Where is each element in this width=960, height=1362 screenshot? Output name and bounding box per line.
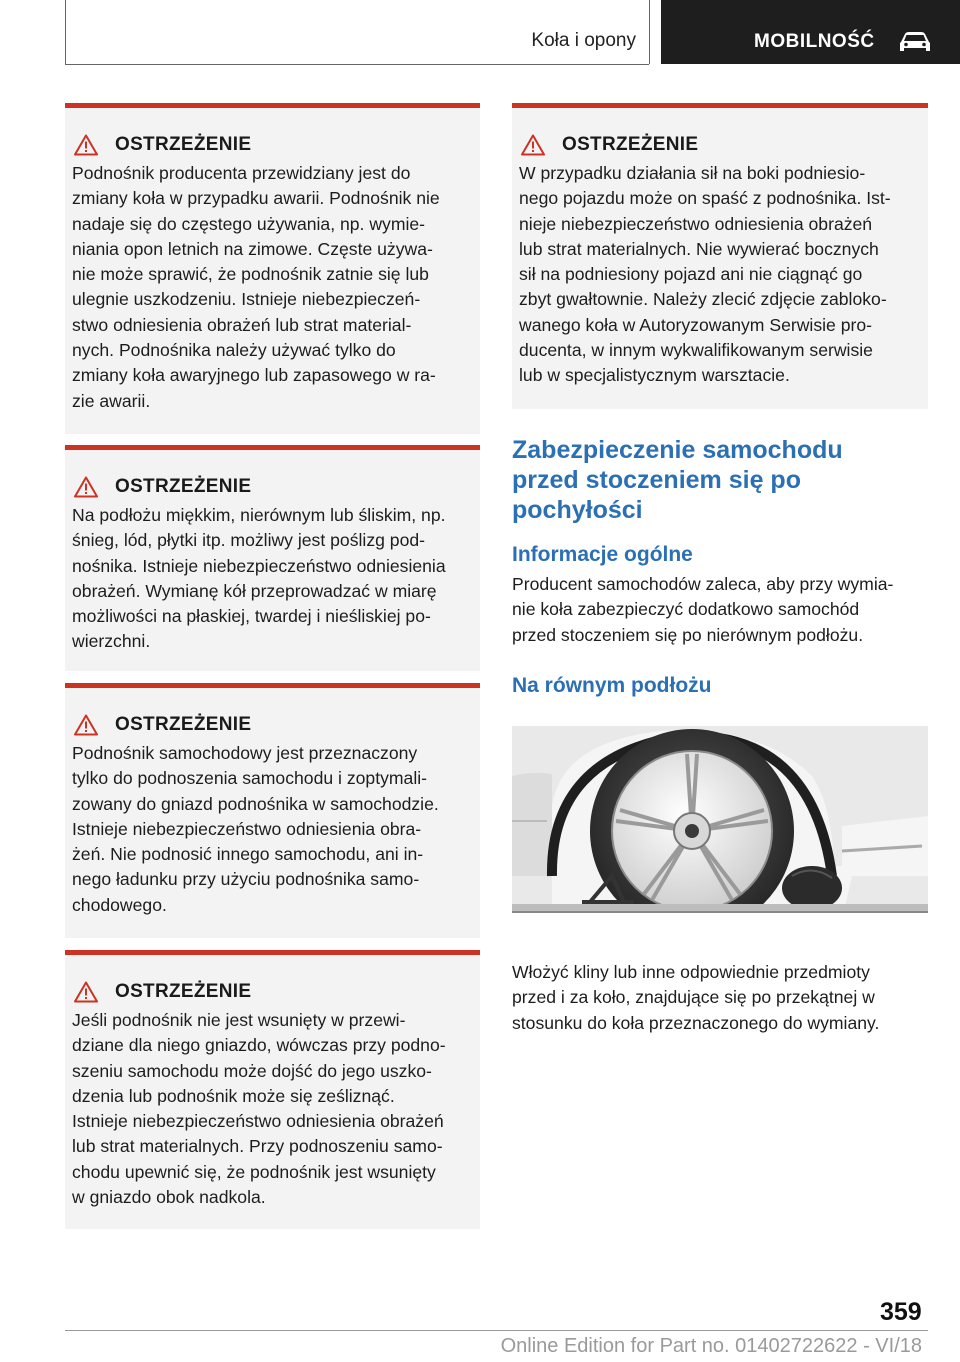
left-column: [65, 103, 480, 1229]
header-rule-bottom: [65, 64, 649, 65]
warning-title: OSTRZEŻENIE: [115, 134, 252, 155]
right-column: [512, 103, 928, 699]
warning-box-5: [512, 103, 928, 409]
warning-box-2: [65, 445, 480, 671]
warning-text: Jeśli podnośnik nie jest wsunięty w przewi- dziane dla niego gniazdo, wówczas przy podno- szeniu samochodu może dojść do jego uszko- dzenia lub podnośnik może się ześliznąć. Istnieje niebezpieczeństwo odniesienia obrażeń lub strat materialnych. Przy podnoszeniu samo- chodu upewnić się, że podnośnik jest wsunięty w gniazdo obok nadkola.: [72, 1010, 446, 1208]
header-chapter-label: MOBILNOŚĆ: [754, 31, 875, 52]
warning-text: Podnośnik producenta przewidziany jest do zmiany koła w przypadku awarii. Podnośnik nie nadaje się do częstego używania, np. wymie- niania opon letnich na zimowe. Częste używa- nie może sprawić, że podnośnik zatnie się lub ulegnie uszkodzeniu. Istnieje niebezpieczeń- stwo odniesienia obrażeń lub strat material- nych. Podnośnika należy używać tylko do zmiany koła awaryjnego lub zapasowego w ra- zie awarii.: [72, 163, 440, 411]
illustration-rule: [512, 911, 928, 913]
warning-title: OSTRZEŻENIE: [115, 714, 252, 735]
section-title: Zabezpieczenie samochodu przed stoczeniem się po pochyłości: [512, 436, 843, 524]
warning-triangle-icon: [521, 134, 545, 156]
warning-triangle-icon: [74, 476, 98, 498]
wheel-chock-illustration: [512, 726, 928, 911]
page-number: 359: [880, 1298, 922, 1326]
warning-text: Na podłożu miękkim, nierównym lub śliskim, np. śnieg, lód, płytki itp. możliwy jest poślizg pod- nośnika. Istnieje niebezpieczeństwo odniesienia obrażeń. Wymianę kół przeprowadzać w miarę możliwości na płaskiej, twardej i nieśliskiej po- wierzchni.: [72, 505, 446, 652]
header-section-title: Koła i opony: [531, 30, 636, 51]
warning-triangle-icon: [74, 134, 98, 156]
general-info-paragraph: Producent samochodów zaleca, aby przy wymia- nie koła zabezpieczyć dodatkowo samochód przed stoczeniem się po nierównym podłożu.: [512, 574, 894, 645]
header-rule-separator: [649, 0, 650, 64]
header-chapter-tab[interactable]: [661, 0, 960, 64]
warning-box-1: [65, 103, 480, 434]
level-ground-paragraph: Włożyć kliny lub inne odpowiednie przedmioty przed i za koło, znajdujące się po przekątnej w stosunku do koła przeznaczonego do wymiany.: [512, 962, 880, 1033]
warning-box-3: [65, 683, 480, 938]
warning-title: OSTRZEŻENIE: [115, 476, 252, 497]
footer-edition: Online Edition for Part no. 01402722622 - VI/18: [500, 1335, 922, 1357]
warning-triangle-icon: [74, 714, 98, 736]
warning-text: W przypadku działania sił na boki podniesio- nego pojazdu może on spaść z podnośnika. Ist- nieje niebezpieczeństwo odniesienia obrażeń lub strat materialnych. Nie wywierać bocznych sił na podniesiony pojazd ani nie ciągnąć go zbyt gwałtownie. Należy zlecić zdjęcie zabloko- wanego koła w Autoryzowanym Serwisie pro- ducenta, w innym wykwalifikowanym serwisie lub w specjalistycznym warsztacie.: [519, 163, 891, 386]
warning-triangle-icon: [74, 981, 98, 1003]
warning-text: Podnośnik samochodowy jest przeznaczony tylko do podnoszenia samochodu i zoptymali- zowany do gniazd podnośnika w samochodzie. Istnieje niebezpieczeństwo odniesienia obra- żeń. Nie podnosić innego samochodu, ani in- nego ładunku przy użyciu podnośnika samo- chodowego.: [72, 743, 439, 915]
subsection-title-general: Informacje ogólne: [512, 543, 693, 566]
warning-box-4: [65, 950, 480, 1229]
car-icon: [897, 30, 933, 54]
subsection-title-level-ground: Na równym podłożu: [512, 673, 712, 697]
warning-title: OSTRZEŻENIE: [562, 134, 699, 155]
warning-title: OSTRZEŻENIE: [115, 981, 252, 1002]
